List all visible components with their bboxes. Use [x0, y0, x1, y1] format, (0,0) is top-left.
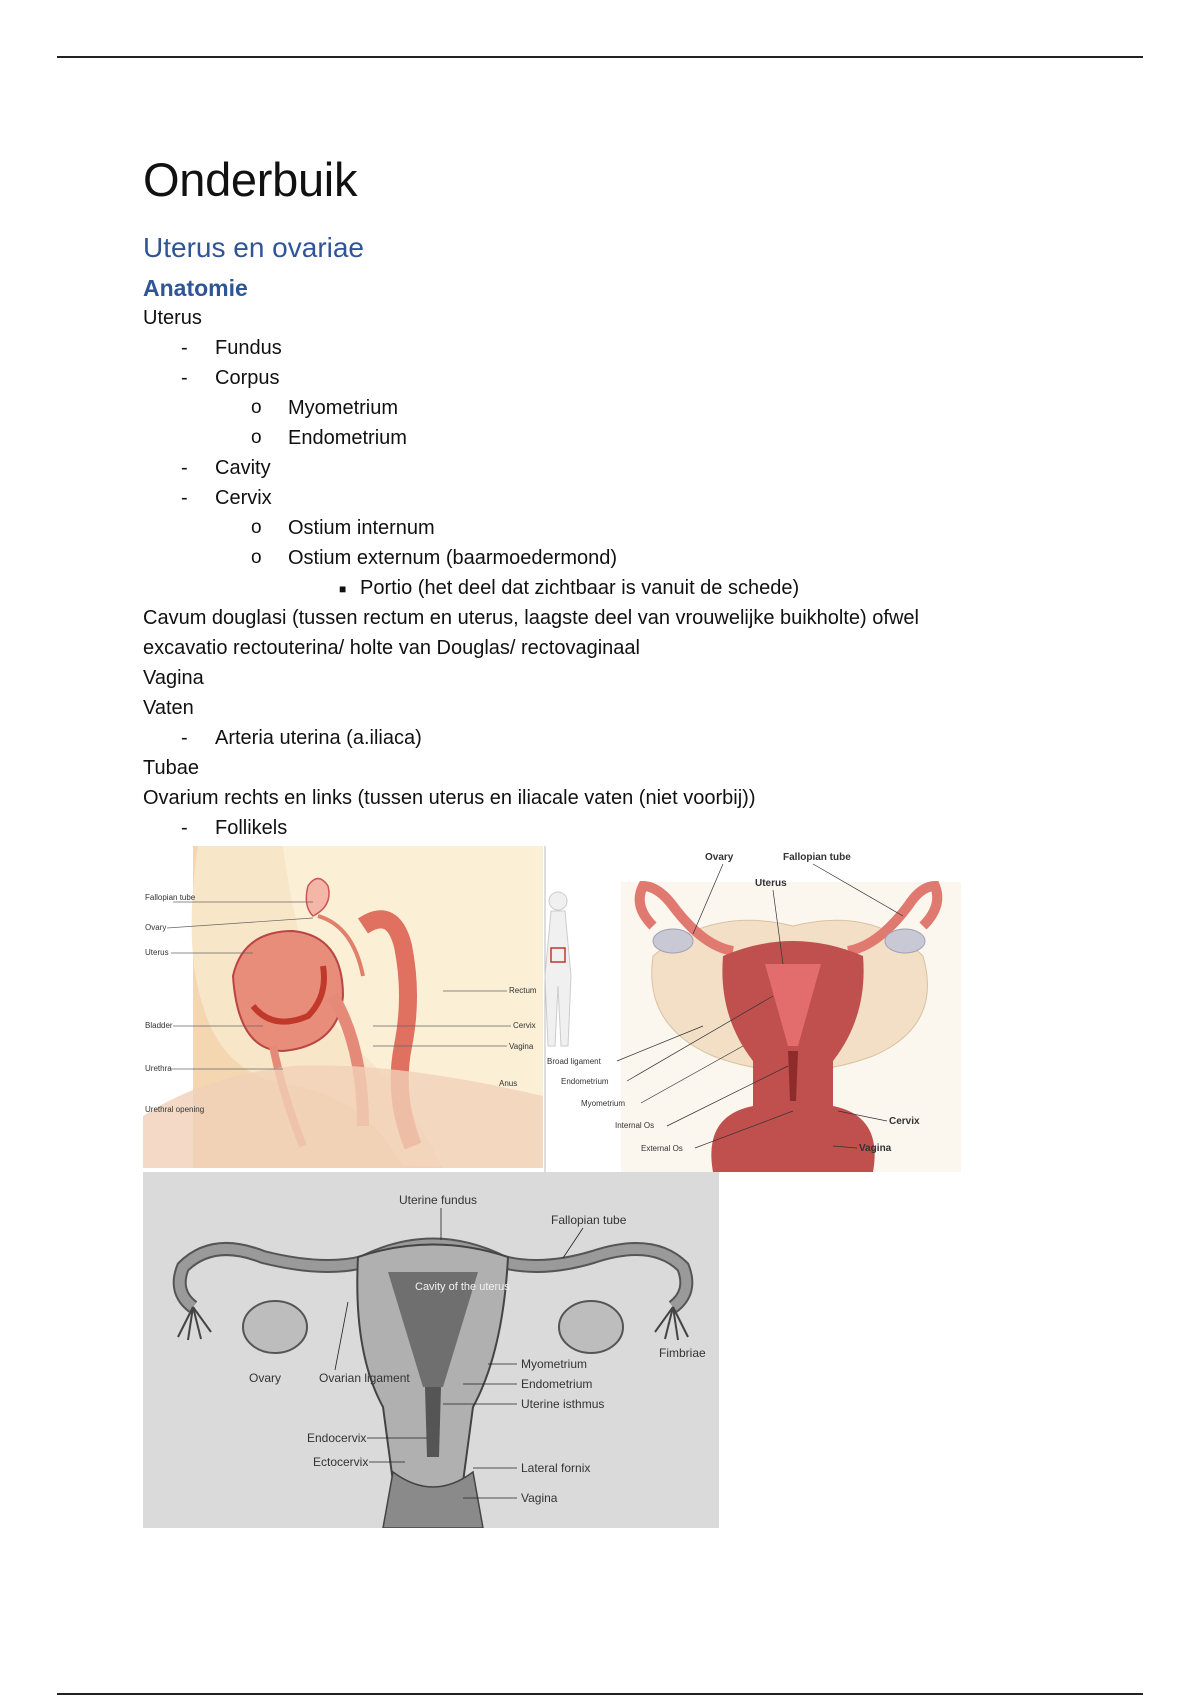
label-endocervix: Endocervix — [307, 1431, 367, 1445]
label-cervix: Cervix — [513, 1021, 536, 1030]
outline-item — [143, 393, 1103, 423]
label-rectum: Rectum — [509, 986, 537, 995]
outline-item-text: excavatio rectouterina/ holte van Douglas/ rectovaginaal — [143, 637, 640, 659]
outline-item — [143, 723, 1103, 753]
bullet-marker: o — [251, 397, 262, 418]
label-myometrium-diagram: Myometrium — [521, 1357, 588, 1371]
bullet-marker: - — [181, 457, 188, 479]
label-vagina-diagram: Vagina — [521, 1491, 558, 1505]
figure-frontal-view — [543, 846, 961, 1172]
outline-item-text: Follikels — [215, 817, 288, 839]
label-fimbriae: Fimbriae — [659, 1346, 706, 1360]
label-ovary: Ovary — [145, 923, 167, 932]
outline-item-text: Ostium internum — [288, 517, 435, 539]
outline-item-text: Myometrium — [288, 397, 399, 419]
label-uterus: Uterus — [145, 948, 169, 957]
outline-item-text: Tubae — [143, 757, 199, 779]
label-ovarian-ligament: Ovarian ligament — [319, 1371, 410, 1385]
outline-item-text: Endometrium — [288, 427, 407, 449]
outline-item-text: Ovarium rechts en links (tussen uterus en iliacale vaten (niet voorbij)) — [143, 787, 756, 809]
label-bladder: Bladder — [145, 1021, 173, 1030]
outline-item-text: Vagina — [143, 667, 204, 689]
label-vagina-right: Vagina — [859, 1143, 892, 1154]
label-endometrium: Endometrium — [561, 1077, 609, 1086]
bullet-marker: ■ — [339, 582, 347, 596]
label-myometrium: Myometrium — [581, 1099, 626, 1108]
label-fallopian-tube-top: Fallopian tube — [783, 852, 851, 863]
label-uterine-fundus: Uterine fundus — [399, 1193, 478, 1207]
outline-item-text: Uterus — [143, 307, 202, 329]
outline-item — [143, 783, 1103, 813]
label-internal-os: Internal Os — [615, 1121, 655, 1130]
outline-item — [143, 753, 1103, 783]
label-vagina: Vagina — [509, 1042, 534, 1051]
outline-item — [143, 603, 1103, 633]
bullet-marker: - — [181, 337, 188, 359]
document-body — [143, 140, 1103, 843]
label-external-os: External Os — [641, 1144, 683, 1153]
bullet-marker: - — [181, 817, 188, 839]
outline-item — [143, 633, 1103, 663]
label-ectocervix: Ectocervix — [313, 1455, 369, 1469]
outline-item-text: Corpus — [215, 367, 280, 389]
outline-item-text: Ostium externum (baarmoedermond) — [288, 547, 618, 569]
outline-item — [143, 483, 1103, 513]
bullet-marker: o — [251, 517, 262, 538]
outline-item — [143, 303, 1103, 333]
label-broad-ligament: Broad ligament — [547, 1057, 601, 1066]
header-rule — [57, 56, 1143, 58]
outline-item-text: Fundus — [215, 337, 282, 359]
outline-item — [143, 543, 1103, 573]
label-urethra: Urethra — [145, 1064, 172, 1073]
outline-item — [143, 513, 1103, 543]
outline-item-text: Arteria uterina (a.iliaca) — [215, 727, 422, 749]
label-uterine-isthmus: Uterine isthmus — [521, 1397, 605, 1411]
label-lateral-fornix: Lateral fornix — [521, 1461, 591, 1475]
footer-rule — [57, 1693, 1143, 1695]
bullet-marker: - — [181, 727, 188, 749]
bullet-marker: - — [181, 487, 188, 509]
outline-item — [143, 453, 1103, 483]
outline-item-text: Portio (het deel dat zichtbaar is vanuit de schede) — [360, 577, 800, 599]
outline-item — [143, 423, 1103, 453]
outline-item — [143, 693, 1103, 723]
bullet-marker: o — [251, 547, 262, 568]
bullet-marker: - — [181, 367, 188, 389]
outline-item — [143, 573, 1103, 603]
outline-item-text: Cavum douglasi (tussen rectum en uterus, laagste deel van vrouwelijke buikholte) ofwel — [143, 607, 919, 629]
outline-item-text: Cervix — [215, 487, 272, 509]
outline-item-text: Vaten — [143, 697, 194, 719]
outline-item — [143, 363, 1103, 393]
label-cavity-of-uterus: Cavity of the uterus — [415, 1281, 510, 1293]
label-ovary-top: Ovary — [705, 852, 734, 863]
outline-item — [143, 663, 1103, 693]
label-fallopian-tube: Fallopian tube — [145, 893, 196, 902]
bullet-marker: o — [251, 427, 262, 448]
section-heading: Uterus en ovariae — [143, 232, 365, 263]
page-title: Onderbuik — [143, 153, 358, 206]
label-fallopian-tube-diagram: Fallopian tube — [551, 1213, 627, 1227]
label-cervix-right: Cervix — [889, 1116, 920, 1127]
outline-item-text: Cavity — [215, 457, 271, 479]
figure-sagittal-section — [143, 846, 543, 1168]
label-uterus-top: Uterus — [755, 878, 787, 889]
outline-list — [143, 303, 1103, 843]
label-urethral-opening: Urethral opening — [145, 1105, 205, 1114]
label-ovary-diagram: Ovary — [249, 1371, 282, 1385]
label-anus: Anus — [499, 1079, 518, 1088]
subsection-heading: Anatomie — [143, 275, 248, 301]
label-endometrium-diagram: Endometrium — [521, 1377, 593, 1391]
figure-uterus-diagram — [143, 1172, 719, 1528]
outline-item — [143, 813, 1103, 843]
outline-item — [143, 333, 1103, 363]
